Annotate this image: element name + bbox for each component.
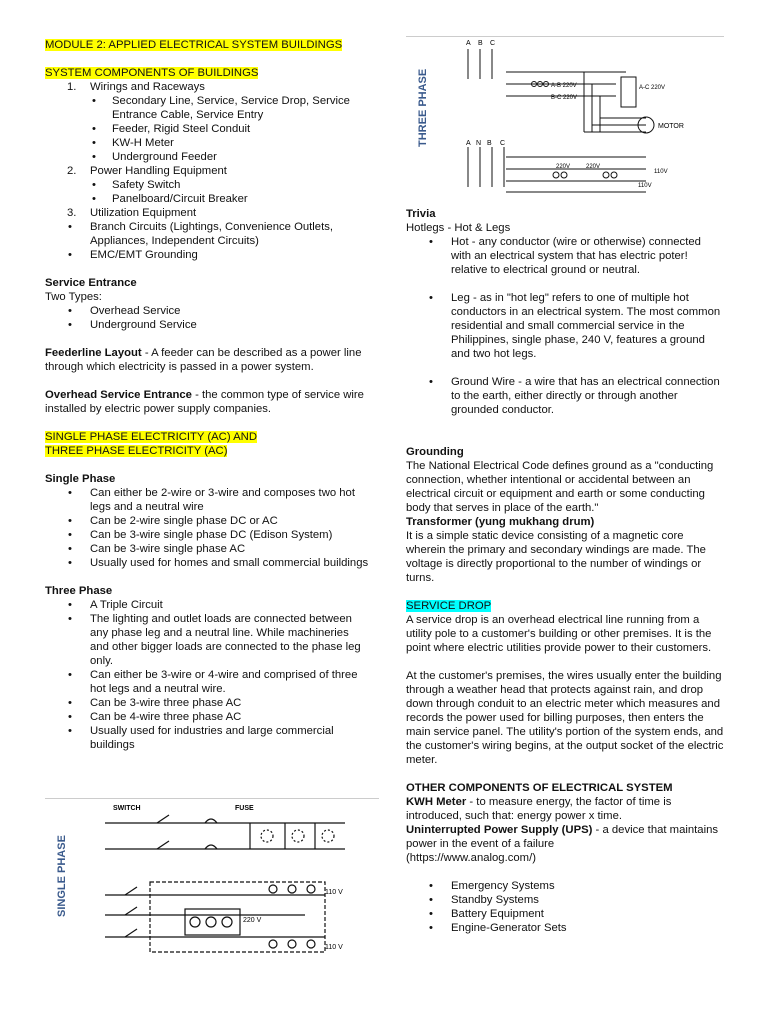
list-item: • Can be 3-wire single phase DC (Edison System) (45, 528, 370, 542)
label-ac: A-C 220V (639, 85, 666, 91)
motor-label: MOTOR (658, 123, 684, 130)
phase-c: C (490, 40, 496, 47)
kwh-paragraph: KWH Meter - to measure energy, the factor of time is introduced, such that: energy power x time. (406, 796, 672, 822)
list-item: • Battery Equipment (406, 907, 724, 921)
three-phase-diagram (406, 36, 724, 195)
list-item: • Emergency Systems (406, 879, 724, 893)
transformer-text: It is a simple static device consisting of a magnetic core wherein the primary and secondary windings are made. The voltage is directly proportional to the number of windings or turns. (406, 530, 706, 584)
label-ab: A-B 220V (551, 83, 577, 89)
label-bc: B-C 220V (551, 95, 578, 101)
list-item: • Engine-Generator Sets (406, 921, 724, 935)
voltage-110-bottom: 110 V (325, 944, 343, 951)
list-item: • Panelboard/Circuit Breaker (45, 192, 370, 206)
list-item: • KW-H Meter (45, 136, 370, 150)
three-phase-title: Three Phase (45, 585, 113, 597)
feederline-paragraph: Feederline Layout - A feeder can be described as a power line through which electricity is passed in a power system. (45, 347, 362, 373)
list-item: • Leg - as in "hot leg" refers to one of multiple hot conductors in an electrical system. The most common residential and small commercial service in the Philippines, single phase, 240 V, features a ground and two hot legs. (406, 291, 724, 361)
list-item: • EMC/EMT Grounding (45, 248, 370, 262)
label-220-1: 220V (556, 164, 571, 170)
list-item: • Can be 3-wire three phase AC (45, 696, 370, 710)
transformer-title: Transformer (yung mukhang drum) (406, 516, 595, 528)
list-item: • Can be 2-wire single phase DC or AC (45, 514, 370, 528)
other-title: OTHER COMPONENTS OF ELECTRICAL SYSTEM (406, 782, 673, 794)
list-item: • Standby Systems (406, 893, 724, 907)
list-item: • Can either be 3-wire or 4-wire and comprised of three hot legs and a neutral wire. (45, 668, 370, 696)
component-3: 3. Utilization Equipment (67, 207, 197, 219)
phase-n: N (476, 140, 482, 147)
service-drop-title: SERVICE DROP (406, 600, 492, 612)
label-110-2: 110V (638, 183, 652, 189)
service-entrance-title: Service Entrance (45, 277, 137, 289)
list-item: • A Triple Circuit (45, 598, 370, 612)
phase-b2: B (487, 140, 492, 147)
trivia-title: Trivia (406, 208, 436, 220)
phase-a: A (466, 40, 471, 47)
phase-title: SINGLE PHASE ELECTRICITY (AC) AND THREE PHASE ELECTRICITY (AC) (45, 431, 257, 457)
phase-b: B (478, 40, 483, 47)
list-item: • Underground Feeder (45, 150, 370, 164)
single-phase-title: Single Phase (45, 473, 116, 485)
list-item: • Hot - any conductor (wire or otherwise) connected with an electrical system that has electric poter! relative to electrical ground or neutral. (406, 235, 724, 277)
service-drop-p1: A service drop is an overhead electrical line running from a utility pole to a customer's building or other premises. It is the point where electric utilities provide power to their customers. (406, 614, 712, 654)
list-item: • Can be 3-wire single phase AC (45, 542, 370, 556)
two-types: Two Types: (45, 291, 102, 303)
components-title: SYSTEM COMPONENTS OF BUILDINGS (45, 67, 259, 79)
label-110-1: 110V (654, 169, 668, 175)
phase-c2: C (500, 140, 506, 147)
ups-paragraph: Uninterrupted Power Supply (UPS) - a device that maintains power in the event of a failure (406, 824, 719, 850)
fuse-label: FUSE (235, 805, 254, 812)
list-item: • Can either be 2-wire or 3-wire and composes two hot legs and a neutral wire (45, 486, 370, 514)
voltage-220: 220 V (243, 917, 262, 924)
single-phase-diagram (45, 798, 379, 965)
list-item: • Can be 4-wire three phase AC (45, 710, 370, 724)
overhead-paragraph: Overhead Service Entrance - the common type of service wire installed by electric power supply companies. (45, 389, 364, 415)
service-drop-p2: At the customer's premises, the wires usually enter the building through a weather head that protects against rain, and drop down through conduit to an electric meter which measures and records the power used for billing purposes, then enters the main service panel. The utility's portion of the system ends, and the customer's wiring begins, at the output socket of the electric meter. (406, 670, 724, 766)
list-item: • Secondary Line, Service, Service Drop, Service Entrance Cable, Service Entry (45, 94, 370, 122)
list-item: • Underground Service (45, 318, 370, 332)
grounding-text: The National Electrical Code defines ground as a "conducting connection, whether intentional or accidental between an electrical circuit or equipment and earth or some conducting body that serves in place of the earth." (406, 460, 714, 514)
hotlegs: Hotlegs - Hot & Legs (406, 222, 511, 234)
diagram-label: THREE PHASE (417, 68, 429, 147)
label-220-2: 220V (586, 164, 601, 170)
list-item: • Ground Wire - a wire that has an electrical connection to the earth, either directly or through another grounded conductor. (406, 375, 724, 417)
component-1: 1. Wirings and Raceways (67, 81, 205, 93)
list-item: • Overhead Service (45, 304, 370, 318)
phase-a2: A (466, 140, 471, 147)
switch-label: SWITCH (113, 805, 141, 812)
list-item: • The lighting and outlet loads are connected between any phase leg and a neutral line. While machineries and other bigger loads are connected to the phase leg only. (45, 612, 370, 668)
module-title: MODULE 2: APPLIED ELECTRICAL SYSTEM BUILDINGS (45, 39, 343, 51)
voltage-110-top: 110 V (325, 889, 343, 896)
diagram-label: SINGLE PHASE (56, 835, 68, 917)
component-2: 2. Power Handling Equipment (67, 165, 227, 177)
list-item: • Usually used for industries and large commercial buildings (45, 724, 370, 752)
grounding-title: Grounding (406, 446, 464, 458)
ups-source: (https://www.analog.com/) (406, 852, 536, 864)
list-item: • Usually used for homes and small commercial buildings (45, 556, 370, 570)
list-item: • Safety Switch (45, 178, 370, 192)
list-item: • Feeder, Rigid Steel Conduit (45, 122, 370, 136)
list-item: • Branch Circuits (Lightings, Convenience Outlets, Appliances, Independent Circuits) (45, 220, 370, 248)
